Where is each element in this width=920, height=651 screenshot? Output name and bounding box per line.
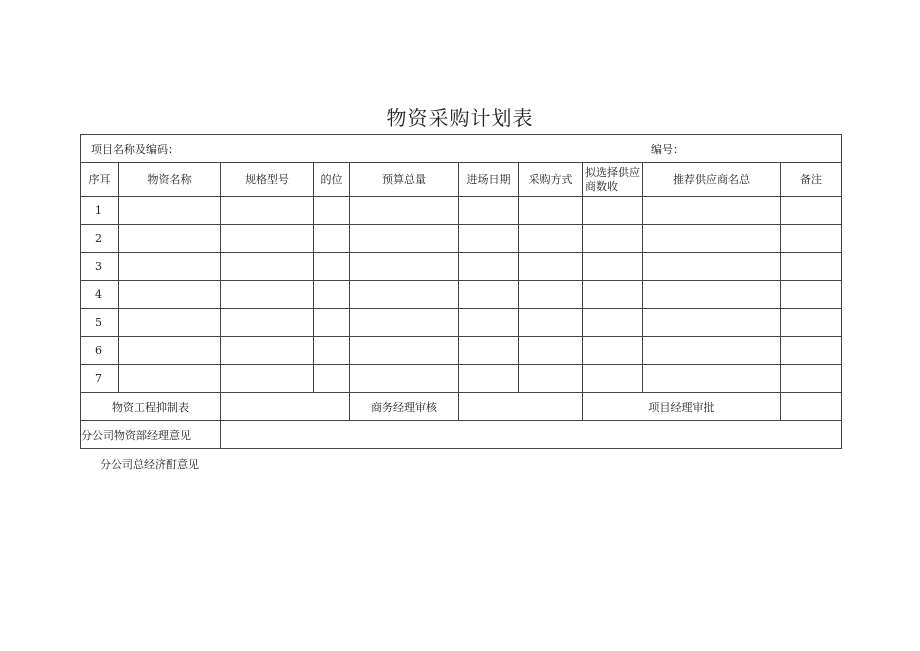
cell-material-name[interactable] xyxy=(119,281,221,309)
cell-remarks[interactable] xyxy=(781,253,842,281)
procurement-plan-table xyxy=(80,134,842,449)
row-number: 1 xyxy=(81,197,119,225)
cell-entry-date[interactable] xyxy=(459,281,519,309)
approval-row xyxy=(81,393,842,421)
cell-purchase-method[interactable] xyxy=(519,225,583,253)
cell-remarks[interactable] xyxy=(781,197,842,225)
header-recommended-supplier: 推荐供应商名总 xyxy=(643,163,781,197)
cell-entry-date[interactable] xyxy=(459,225,519,253)
row-number: 7 xyxy=(81,365,119,393)
cell-material-name[interactable] xyxy=(119,337,221,365)
materials-manager-opinion-label: 分公司物资部经理意见 xyxy=(81,421,221,449)
row-number: 2 xyxy=(81,225,119,253)
cell-budget-total[interactable] xyxy=(350,309,459,337)
header-purchase-method: 采购方式 xyxy=(519,163,583,197)
cell-remarks[interactable] xyxy=(781,309,842,337)
header-supplier-count: 拟选择供应商数收 xyxy=(583,163,643,197)
cell-spec-model[interactable] xyxy=(221,365,314,393)
table-row xyxy=(81,253,842,281)
cell-recommended-supplier[interactable] xyxy=(643,225,781,253)
cell-spec-model[interactable] xyxy=(221,197,314,225)
cell-budget-total[interactable] xyxy=(350,281,459,309)
cell-supplier-count[interactable] xyxy=(583,365,643,393)
cell-budget-total[interactable] xyxy=(350,197,459,225)
cell-material-name[interactable] xyxy=(119,309,221,337)
cell-supplier-count[interactable] xyxy=(583,225,643,253)
cell-budget-total[interactable] xyxy=(350,253,459,281)
row-number: 4 xyxy=(81,281,119,309)
cell-entry-date[interactable] xyxy=(459,337,519,365)
header-entry-date: 进场日期 xyxy=(459,163,519,197)
table-header-row xyxy=(81,163,842,197)
cell-entry-date[interactable] xyxy=(459,309,519,337)
project-info-cell[interactable] xyxy=(81,135,842,163)
cell-spec-model[interactable] xyxy=(221,281,314,309)
table-row xyxy=(81,281,842,309)
business-review-label: 商务经理审核 xyxy=(350,393,459,421)
table-row xyxy=(81,309,842,337)
cell-supplier-count[interactable] xyxy=(583,309,643,337)
header-remarks: 备注 xyxy=(781,163,842,197)
cell-purchase-method[interactable] xyxy=(519,365,583,393)
cell-budget-total[interactable] xyxy=(350,337,459,365)
project-number-label: 编号： xyxy=(651,142,684,156)
cell-remarks[interactable] xyxy=(781,281,842,309)
cell-unit[interactable] xyxy=(314,197,350,225)
cell-purchase-method[interactable] xyxy=(519,309,583,337)
cell-material-name[interactable] xyxy=(119,365,221,393)
cell-unit[interactable] xyxy=(314,337,350,365)
header-serial: 序耳 xyxy=(81,163,119,197)
cell-purchase-method[interactable] xyxy=(519,337,583,365)
cell-spec-model[interactable] xyxy=(221,309,314,337)
cell-recommended-supplier[interactable] xyxy=(643,337,781,365)
cell-supplier-count[interactable] xyxy=(583,253,643,281)
cell-remarks[interactable] xyxy=(781,337,842,365)
row-number: 5 xyxy=(81,309,119,337)
cell-recommended-supplier[interactable] xyxy=(643,197,781,225)
cell-purchase-method[interactable] xyxy=(519,253,583,281)
cell-remarks[interactable] xyxy=(781,365,842,393)
cell-unit[interactable] xyxy=(314,281,350,309)
cell-remarks[interactable] xyxy=(781,225,842,253)
header-material-name: 物资名称 xyxy=(119,163,221,197)
cell-recommended-supplier[interactable] xyxy=(643,309,781,337)
cell-spec-model[interactable] xyxy=(221,337,314,365)
cell-spec-model[interactable] xyxy=(221,225,314,253)
cell-supplier-count[interactable] xyxy=(583,337,643,365)
document-title: 物资采购计划表 xyxy=(386,106,534,130)
table-row xyxy=(81,225,842,253)
header-spec-model: 规格型号 xyxy=(221,163,314,197)
cell-unit[interactable] xyxy=(314,225,350,253)
opinion-row xyxy=(81,421,842,449)
project-info-row xyxy=(81,135,842,163)
cell-supplier-count[interactable] xyxy=(583,281,643,309)
cell-unit[interactable] xyxy=(314,309,350,337)
cell-material-name[interactable] xyxy=(119,197,221,225)
cell-supplier-count[interactable] xyxy=(583,197,643,225)
prepared-by-label: 物资工程抑制表 xyxy=(81,393,221,421)
project-manager-approval-label: 项目经理审批 xyxy=(583,393,781,421)
table-row xyxy=(81,337,842,365)
header-unit: 的位 xyxy=(314,163,350,197)
business-review-signature[interactable] xyxy=(459,393,583,421)
cell-unit[interactable] xyxy=(314,365,350,393)
cell-spec-model[interactable] xyxy=(221,253,314,281)
project-name-label: 项目名称及编码： xyxy=(91,142,179,156)
cell-budget-total[interactable] xyxy=(350,365,459,393)
cell-recommended-supplier[interactable] xyxy=(643,281,781,309)
cell-entry-date[interactable] xyxy=(459,253,519,281)
cell-entry-date[interactable] xyxy=(459,197,519,225)
cell-material-name[interactable] xyxy=(119,253,221,281)
cell-budget-total[interactable] xyxy=(350,225,459,253)
cell-entry-date[interactable] xyxy=(459,365,519,393)
prepared-by-signature[interactable] xyxy=(221,393,350,421)
table-row xyxy=(81,197,842,225)
chief-economist-opinion-label: 分公司总经济酊意见 xyxy=(100,458,199,471)
materials-manager-opinion-field[interactable] xyxy=(221,421,842,449)
project-manager-approval-signature[interactable] xyxy=(781,393,842,421)
cell-recommended-supplier[interactable] xyxy=(643,253,781,281)
table-row xyxy=(81,365,842,393)
cell-purchase-method[interactable] xyxy=(519,197,583,225)
cell-purchase-method[interactable] xyxy=(519,281,583,309)
cell-unit[interactable] xyxy=(314,253,350,281)
cell-recommended-supplier[interactable] xyxy=(643,365,781,393)
header-budget-total: 预算总量 xyxy=(350,163,459,197)
row-number: 3 xyxy=(81,253,119,281)
cell-material-name[interactable] xyxy=(119,225,221,253)
row-number: 6 xyxy=(81,337,119,365)
